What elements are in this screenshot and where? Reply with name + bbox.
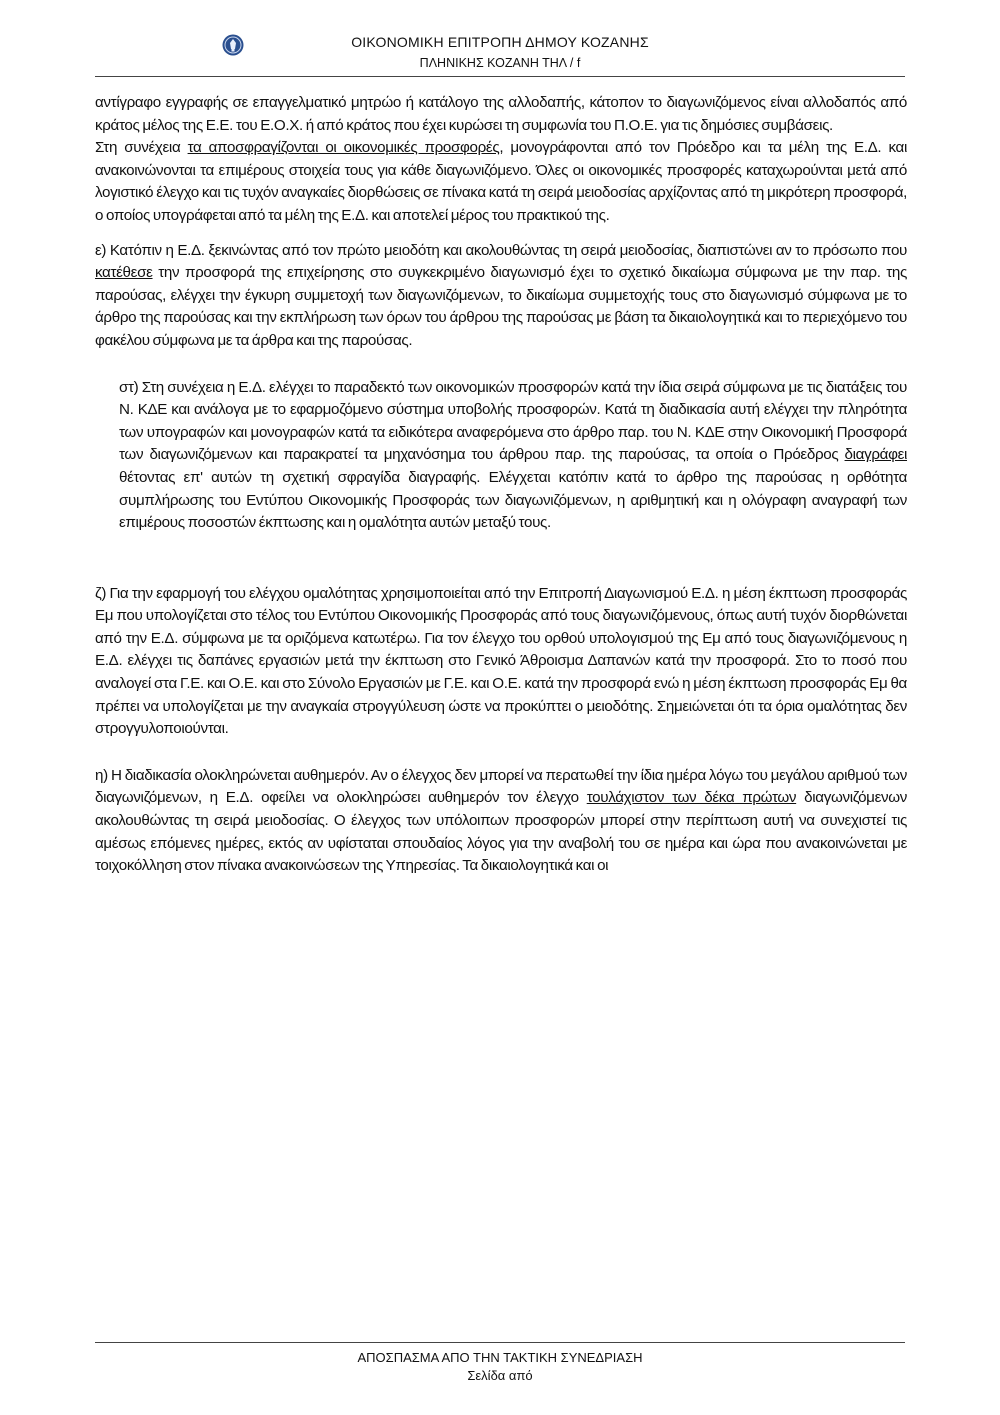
text-line: μειοδοσίας, διαπιστώνει αν το πρόσωπο που <box>619 241 908 259</box>
text-line: ακολουθώντας τη σειρά μειοδοσίας. Ο έλεγχος των υπόλοιπων προσφορών μπορεί <box>95 812 645 830</box>
text-line: Εντύπου Οικονομικής Προσφοράς από τους διαγωνιζόμενους, όπως αυτή τυχόν <box>318 607 826 625</box>
text-line: διαγωνιζόμενων και παρακρατεί τα μηχανόσημα του άρθρου παρ. της <box>149 446 612 464</box>
text-line: Πρόεδρο και τα μέλη της Ε.Δ. και ανακοινώνονται τα επιμέρους στοιχεία τους για κάθε <box>95 139 908 179</box>
text-line: συμπλήρωσης του Εντύπου Οικονομικής Προσφοράς των διαγωνιζόμενων, η <box>119 491 625 509</box>
underlined-text: τα αποσφραγίζονται οι οικονομικές προσφορές <box>187 139 500 157</box>
text-line: αριθμητική και η ολόγραφη αναγραφή των επιμέρους ποσοστών έκπτωσης και η <box>119 491 908 532</box>
text-line: ορθού υπολογισμού της Εμ από τους διαγωνιζόμενους η Ε.Δ. ελέγχει τις δαπάνες <box>95 629 907 670</box>
text-line: την προσφορά της επιχείρησης <box>152 264 365 282</box>
paragraph-z <box>95 583 907 741</box>
text-line: ομαλότητα αυτών μεταξύ τους. <box>358 514 551 532</box>
paragraph-st <box>95 377 907 535</box>
text-line: περιεχόμενο του φακέλου σύμφωνα με τα άρθρα και της παρούσας. <box>95 309 907 349</box>
text-line: ολοκληρώσει αυθημερόν τον έλεγχο <box>336 789 587 807</box>
text-line: άρθρο παρ. του Ν. ΚΔΕ στην Οικονομική Προσφορά των <box>119 423 907 464</box>
municipality-emblem-icon <box>222 34 244 56</box>
footer-title: ΑΠΟΣΠΑΣΜΑ ΑΠΟ ΤΗΝ ΤΑΚΤΙΚΗ ΣΥΝΕΔΡΙΑΣΗ <box>357 1350 643 1365</box>
text-line: διαγωνιζόμενων <box>796 789 907 807</box>
text-line: παρούσας, τα οποία ο Πρόεδρος <box>618 446 845 464</box>
underlined-text: διαγράφει <box>844 446 908 464</box>
text-line: ομαλότητας δεν στρογγυλοποιούνται. <box>95 697 908 738</box>
text-line: στην περίπτωση αυτή να συνεχιστεί τις αμέσως επόμενες ημέρες, εκτός αν υφίσταται <box>95 812 907 852</box>
text-line: αντίγραφο εγγραφής σε επαγγελματικό μητρώο ή κατάλογο της αλλοδαπής, κάτοπον το <box>95 94 662 111</box>
text-line: εργασιών μετά την έκπτωση στο Γενικό Άθροισμα Δαπανών κατά την προσφορά. Στο <box>258 652 817 670</box>
text-line: Στη συνέχεια <box>95 139 188 157</box>
text-line: την προσφορά ενώ η μέση έκπτωση προσφοράς Εμ θα πρέπει να υπολογίζεται με <box>95 675 907 715</box>
text-line: την ίδια σειρά σύμφωνα με τις διατάξεις του Ν. ΚΔΕ και ανάλογα με το <box>119 378 907 419</box>
document-body <box>95 92 907 878</box>
text-line: , μονογράφονται από τον <box>499 139 670 157</box>
text-line: θέτοντας επ' αυτών τη σχετική σφραγίδα <box>119 468 400 486</box>
text-line: το ποσό που αναλογεί στα Γ.Ε. και Ο.Ε. και στο Σύνολο Εργασιών με Γ.Ε. και Ο.Ε. κατά <box>95 652 908 693</box>
header-title: ΟΙΚΟΝΟΜΙΚΗ ΕΠΙΤΡΟΠΗ ΔΗΜΟΥ ΚΟΖΑΝΗΣ <box>351 34 649 50</box>
text-line: την ίδια ημέρα λόγω του μεγάλου αριθμού των διαγωνιζόμενων, η Ε.Δ. οφείλει να <box>95 766 907 807</box>
text-line: η) Η διαδικασία ολοκληρώνεται αυθημερόν. Αν ο έλεγχος δεν μπορεί να περατωθεί <box>95 766 614 784</box>
text-line: ε) Κατόπιν η Ε.Δ. ξεκινώντας από τον πρώτο μειοδότη και ακολουθώντας τη σειρά <box>95 241 616 259</box>
paragraph-h <box>95 765 907 878</box>
underlined-text: κατέθεσε <box>95 264 153 282</box>
footer-divider <box>95 1342 905 1343</box>
text-line: παρούσας, ελέγχει την έγκυρη συμμετοχή των διαγωνιζόμενων, το δικαίωμα <box>95 286 584 304</box>
header-contact: ΠΛΗΝΙΚΗΣ ΚΟΖΑΝΗ ΤΗΛ / f <box>419 56 581 70</box>
paragraph-e <box>95 240 907 353</box>
text-line: έλεγχο και τις τυχόν αναγκαίες διορθώσεις σε πίνακα κατά τη σειρά μειοδοσίας <box>156 184 646 202</box>
text-line: πληρότητα των υπογραφών και μονογραφών κατά τα ειδικότερα αναφερόμενα στο <box>119 401 908 441</box>
page-number: Σελίδα από <box>467 1368 533 1383</box>
text-line: τοιχοκόλληση στον πίνακα ανακοινώσεων της Υπηρεσίας. Τα δικαιολογητικά και οι <box>95 857 609 875</box>
text-line: και αποτελεί μέρος του πρακτικού της. <box>371 206 610 224</box>
text-line: διαγραφής. Ελέγχεται κατόπιν κατά το άρθρο της παρούσας η ορθότητα <box>408 468 907 486</box>
underlined-text: τουλάχιστον των δέκα πρώτων <box>586 789 797 807</box>
text-line: στ) Στη συνέχεια η Ε.Δ. ελέγχει το παραδεκτό των οικονομικών προσφορών κατά <box>119 378 631 396</box>
text-line: σπουδαίος λόγος για την αναβολή του σε ημέρα και ώρα που ανακοινώνεται με <box>392 834 907 852</box>
text-line: διαγωνιζόμενο. Όλες οι οικονομικές προσφορές καταχωρούνται μετά από λογιστικό <box>95 161 908 202</box>
text-line: διαγωνιζόμενος είναι αλλοδαπός από κράτος μέλος της Ε.Ε. του Ε.Ο.Χ. ή από κράτος <box>95 94 907 134</box>
text-line: στο συγκεκριμένο διαγωνισμό έχει το σχετικό δικαίωμα σύμφωνα με την παρ. της <box>369 264 908 282</box>
text-line: που έχει κυρώσει τη συμφωνία του Π.Ο.Ε. για τις δημόσιες συμβάσεις. <box>393 116 833 134</box>
text-line: διορθώνεται από την Ε.Δ. σύμφωνα με τα οριζόμενα κατωτέρω. Για τον έλεγχο του <box>95 607 907 647</box>
paragraph-1 <box>95 92 907 228</box>
text-line: ζ) Για την εφαρμογή του ελέγχου ομαλότητας χρησιμοποιείται από την Επιτροπή <box>95 584 602 602</box>
header-divider <box>95 76 905 77</box>
text-line: αρχίζοντας από τη μικρότερη προσφορά, ο οποίος υπογράφεται από τα μέλη της Ε.Δ. <box>95 184 908 224</box>
text-line: συμμετοχής τους στο διαγωνισμό σύμφωνα με το άρθρο της παρούσας και την <box>95 286 907 327</box>
text-line: Διαγωνισμού Ε.Δ. η μέση έκπτωση προσφοράς Εμ που υπολογίζεται στο τέλος του <box>95 584 907 625</box>
text-line: εφαρμοζόμενο σύστημα υποβολής προσφορών. Κατά τη διαδικασία αυτή ελέγχει την <box>289 401 834 419</box>
text-line: την αναγκαία στρογγύλευση ώστε να προκύπτει ο μειοδότης. Σημειώνεται ότι τα όρια <box>265 697 804 715</box>
text-line: εκπλήρωση των όρων του άρθρου της παρούσας με βάση τα δικαιολογητικά και το <box>279 309 800 327</box>
